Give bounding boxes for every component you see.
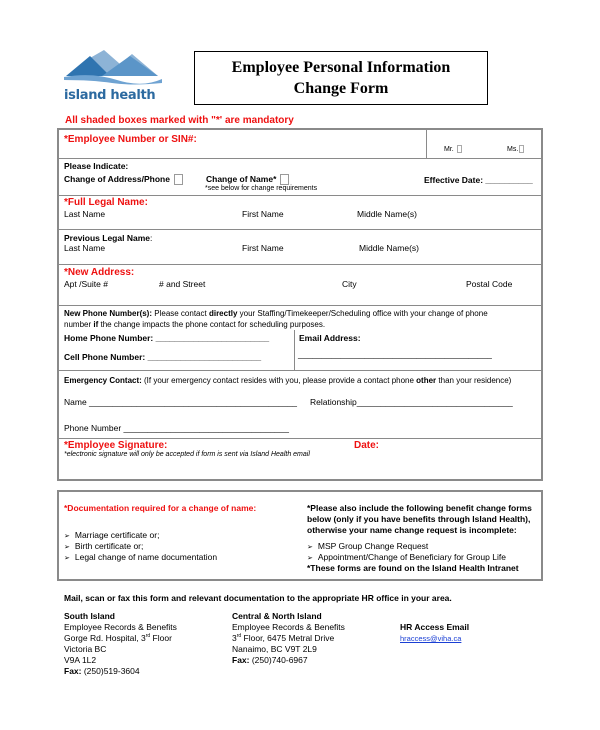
change-name-label: Change of Name* [206,174,277,184]
colon: : [149,233,153,243]
form-title-box [194,51,488,105]
divider [59,229,541,230]
emergency-name-field[interactable]: Name ____________________________________________ [64,397,298,407]
hr-access-email-link[interactable]: hraccess@viha.ca [400,634,462,643]
fax-number: (250)519-3604 [81,666,140,676]
intranet-note: *These forms are found on the Island Health Intranet [307,563,519,573]
phone-note-line1 [64,309,488,318]
divider [426,130,427,158]
divider [59,158,541,159]
divider [59,438,541,439]
home-phone-field[interactable]: Home Phone Number: ________________________ [64,333,270,343]
divider [59,264,541,265]
address-text: Floor, 6475 Metral Drive [241,633,335,643]
phone-note-emphasis: directly [208,309,238,318]
phone-note-emphasis: if [93,320,99,329]
ms-checkbox[interactable] [519,145,524,153]
address-text: Floor [150,633,172,643]
mailing-instruction: Mail, scan or fax this form and relevant documentation to the appropriate HR office in your area. [64,593,452,603]
phone-note-text: Please contact [154,309,209,318]
divider [294,330,295,370]
employee-signature-field[interactable]: *Employee Signature: [64,440,168,451]
address-text: 3 [232,633,237,643]
title-mr-option[interactable] [444,145,462,153]
full-last-name-field[interactable]: Last Name [64,209,106,219]
emergency-note: (If your emergency contact resides with you, please provide a contact phone [141,376,417,385]
emergency-note: than your residence) [436,376,512,385]
previous-first-name-field[interactable]: First Name [242,243,284,253]
central-north-island-address [232,611,345,666]
phone-note-text: your Staffing/Timekeeper/Scheduling office with your change of phone [237,309,488,318]
benefit-form-item: ➢ MSP Group Change Request [307,541,428,551]
effective-date-field[interactable]: Effective Date: __________ [424,175,533,185]
doc-item: ➢ Legal change of name documentation [64,552,217,562]
please-indicate-label: Please Indicate: [64,161,129,171]
divider [59,305,541,306]
benefit-heading-line: *Please also include the following benefit change forms [307,503,532,513]
address-line: Employee Records & Benefits [64,622,177,632]
south-island-address [64,611,177,677]
phone-note-text: number [64,320,94,329]
divider [59,195,541,196]
street-field[interactable]: # and Street [159,279,206,289]
signature-date-field[interactable]: Date: [354,440,380,451]
change-name-option[interactable] [206,174,289,185]
previous-legal-name-heading [64,233,152,243]
mountain-logo-icon [62,50,162,90]
phone-note-line2 [64,320,325,329]
previous-name-heading-text: Previous Legal Name [64,233,150,243]
hr-access-contact [400,622,469,644]
ms-label: Ms. [507,145,519,153]
logo-text: island health [64,88,156,103]
documentation-heading: *Documentation required for a change of name: [64,503,257,513]
emergency-heading: Emergency Contact: [64,376,142,385]
change-address-label: Change of Address/Phone [64,174,170,184]
address-line [64,633,177,644]
new-address-heading: *New Address: [64,267,135,278]
emergency-note-emphasis: other [416,376,437,385]
signature-note: *electronic signature will only be accepted if form is sent via Island Health email [64,451,310,458]
emergency-phone-field[interactable]: Phone Number ___________________________________ [64,423,289,433]
fax-label: Fax: [232,655,250,665]
phone-heading: New Phone Number(s): [64,309,153,318]
fax-label: Fax: [64,666,82,676]
form-title-line2: Change Form [293,80,389,97]
previous-last-name-field[interactable]: Last Name [64,243,106,253]
city-field[interactable]: City [342,279,357,289]
phone-note-text: the change impacts the phone contact for scheduling purposes. [98,320,326,329]
mr-label: Mr. [444,145,454,153]
ordinal-suffix: rd [236,633,242,640]
main-form-box [57,128,543,481]
full-legal-name-heading: *Full Legal Name: [64,197,148,208]
apt-suite-field[interactable]: Apt /Suite # [64,279,108,289]
documentation-box [57,490,543,581]
address-line: Nanaimo, BC V9T 2L9 [232,644,317,654]
previous-middle-name-field[interactable]: Middle Name(s) [359,243,419,253]
benefit-heading-line: otherwise your name change request is incomplete: [307,525,517,535]
fax-number: (250)740-6967 [249,655,308,665]
full-first-name-field[interactable]: First Name [242,209,284,219]
postal-code-field[interactable]: Postal Code [466,279,513,289]
hr-access-heading: HR Access Email [400,622,470,632]
divider [59,370,541,371]
central-north-heading: Central & North Island [232,611,322,621]
mr-checkbox[interactable] [457,145,462,153]
change-name-checkbox[interactable] [280,174,289,185]
south-island-heading: South Island [64,611,115,621]
address-line [232,633,345,644]
mandatory-note: All shaded boxes marked with "*' are mandatory [65,115,294,126]
fax-line [64,666,177,677]
cell-phone-field[interactable]: Cell Phone Number: ________________________ [64,352,262,362]
form-title-line1: Employee Personal Information [231,59,451,76]
change-name-note: *see below for change requirements [205,185,318,192]
address-line: V9A 1L2 [64,655,97,665]
address-line: Employee Records & Benefits [232,622,345,632]
change-address-checkbox[interactable] [174,174,183,185]
address-text: Gorge Rd. Hospital, 3 [64,633,146,643]
doc-item: ➢ Marriage certificate or; [64,530,159,540]
email-address-label: Email Address: [299,333,361,343]
change-address-option[interactable] [64,174,183,185]
ordinal-suffix: rd [145,633,151,640]
employee-number-label: *Employee Number or SIN#: [64,134,197,145]
benefit-form-item: ➢ Appointment/Change of Beneficiary for Group Life [307,552,506,562]
fax-line [232,655,345,666]
doc-item: ➢ Birth certificate or; [64,541,143,551]
benefit-heading-line: below (only if you have benefits through Island Health), [307,514,531,524]
emergency-relationship-field[interactable]: Relationship_________________________________ [310,397,513,407]
emergency-contact-heading [64,376,511,385]
email-address-field[interactable]: _________________________________________ [298,349,492,359]
full-middle-name-field[interactable]: Middle Name(s) [357,209,417,219]
address-line: Victoria BC [64,644,107,654]
title-ms-option[interactable] [507,145,524,153]
benefit-forms-heading [307,503,532,536]
